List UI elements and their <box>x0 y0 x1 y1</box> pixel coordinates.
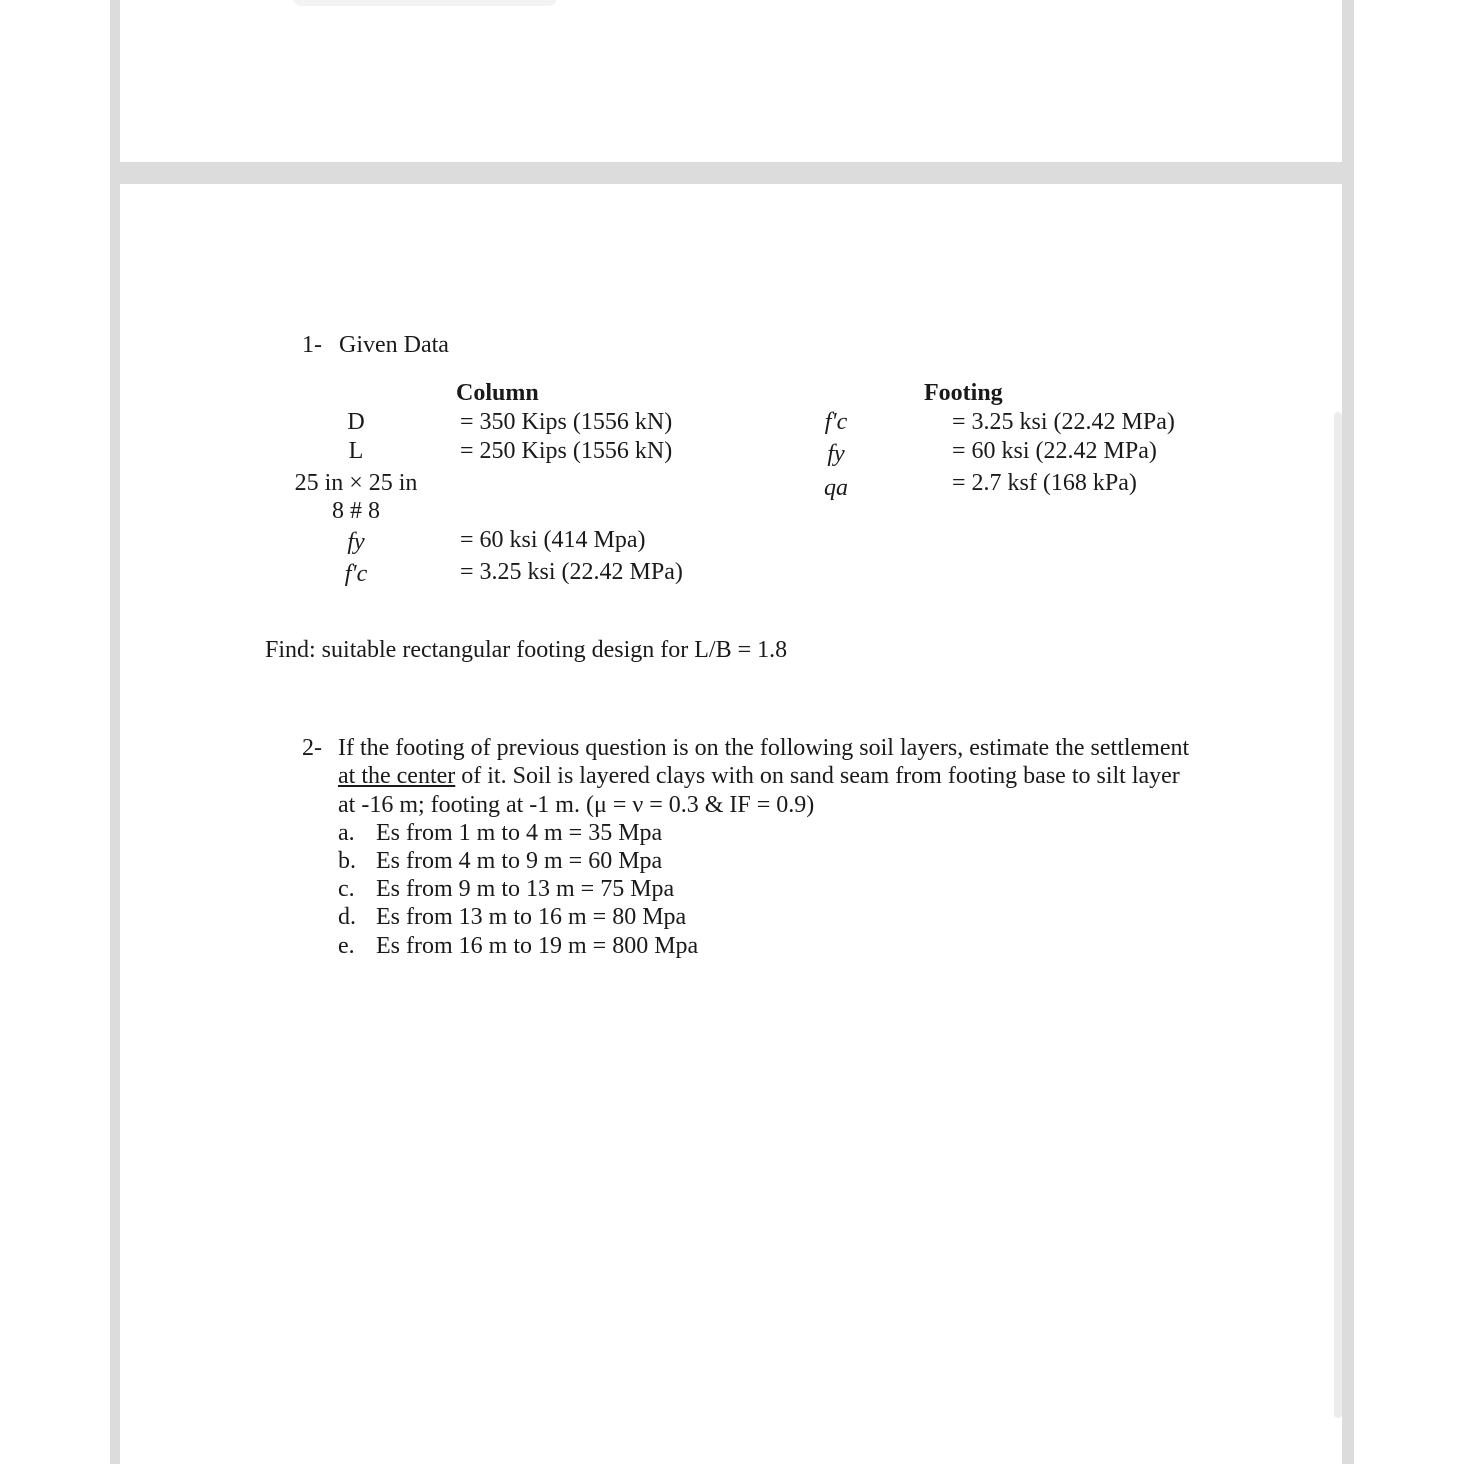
item-a-text: Es from 1 m to 4 m = 35 Mpa <box>376 820 663 846</box>
q2-line-2 <box>338 762 1180 790</box>
q2-number: 2- <box>302 735 322 761</box>
item-c-marker: c. <box>338 876 355 902</box>
value-footing-qa: = 2.7 ksf (168 kPa) <box>952 470 1137 496</box>
value-column-fc: = 3.25 ksi (22.42 MPa) <box>460 559 683 585</box>
item-d-marker: d. <box>338 904 356 930</box>
q1-number: 1- <box>302 332 322 358</box>
value-footing-fy: = 60 ksi (22.42 MPa) <box>952 438 1157 464</box>
document-page <box>120 184 1342 1474</box>
label-footing-fc: f'c <box>824 409 848 435</box>
label-bars: 8 # 8 <box>332 498 380 524</box>
value-column-fy: = 60 ksi (414 Mpa) <box>460 527 646 553</box>
find-statement: Find: suitable rectangular footing design for L/B = 1.8 <box>265 637 788 663</box>
q1-heading: Given Data <box>339 332 449 358</box>
item-c-text: Es from 9 m to 13 m = 75 Mpa <box>376 876 675 902</box>
item-e-text: Es from 16 m to 19 m = 800 Mpa <box>376 933 699 959</box>
value-live-load: = 250 Kips (1556 kN) <box>460 438 673 464</box>
item-d-text: Es from 13 m to 16 m = 80 Mpa <box>376 904 687 930</box>
label-dead-load: D <box>347 409 365 435</box>
value-footing-fc: = 3.25 ksi (22.42 MPa) <box>952 409 1175 435</box>
page-indicator-pill <box>292 0 558 6</box>
label-column-fy: fy <box>347 529 365 555</box>
q2-line-3: at -16 m; footing at -1 m. (μ = ν = 0.3 & IF = 0.9) <box>338 792 815 818</box>
label-live-load: L <box>348 438 364 464</box>
q2-line-1: If the footing of previous question is on the following soil layers, estimate the settlement <box>338 735 1190 761</box>
q2-line-2-rest: of it. Soil is layered clays with on sand seam from footing base to silt layer <box>455 763 1180 789</box>
item-a-marker: a. <box>338 820 355 846</box>
previous-page <box>120 0 1342 162</box>
footing-header: Footing <box>924 380 1003 406</box>
label-column-fc: f'c <box>344 561 368 587</box>
scrollbar[interactable] <box>1334 412 1342 1418</box>
label-footing-fy: fy <box>827 441 845 467</box>
label-footing-qa: qa <box>824 475 848 501</box>
column-header: Column <box>456 380 539 406</box>
item-e-marker: e. <box>338 933 355 959</box>
underlined-at-the-center: at the center <box>338 763 456 789</box>
item-b-text: Es from 4 m to 9 m = 60 Mpa <box>376 848 663 874</box>
label-column-size: 25 in × 25 in <box>294 470 418 496</box>
value-dead-load: = 350 Kips (1556 kN) <box>460 409 673 435</box>
item-b-marker: b. <box>338 848 356 874</box>
